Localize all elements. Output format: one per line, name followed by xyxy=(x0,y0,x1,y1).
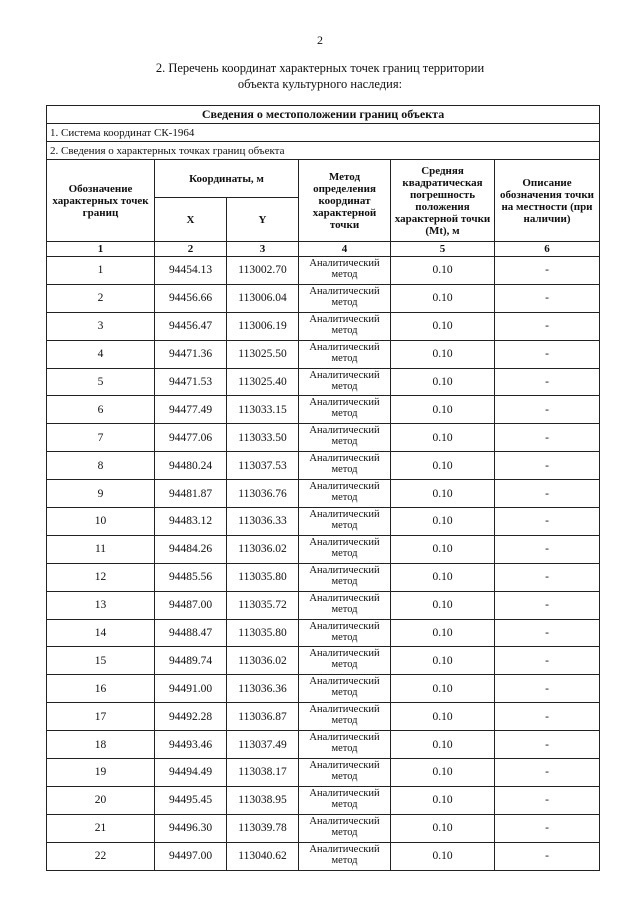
method-cell: Аналитический метод xyxy=(299,675,391,703)
x-coordinate-cell: 94471.53 xyxy=(155,368,227,396)
table-row xyxy=(47,396,600,424)
point-number-cell: 8 xyxy=(47,452,155,480)
description-cell: - xyxy=(495,563,600,591)
x-coordinate-cell: 94481.87 xyxy=(155,480,227,508)
description-cell: - xyxy=(495,703,600,731)
x-coordinate-cell: 94487.00 xyxy=(155,591,227,619)
method-cell: Аналитический метод xyxy=(299,508,391,536)
table-body xyxy=(47,257,600,871)
point-number-cell: 7 xyxy=(47,424,155,452)
col-number: 2 xyxy=(155,242,227,257)
point-number-cell: 10 xyxy=(47,508,155,536)
description-cell: - xyxy=(495,535,600,563)
col-header-coords: Координаты, м xyxy=(155,160,299,198)
x-coordinate-cell: 94489.74 xyxy=(155,647,227,675)
table-row xyxy=(47,647,600,675)
method-cell: Аналитический метод xyxy=(299,731,391,759)
table-row xyxy=(47,535,600,563)
description-cell: - xyxy=(495,647,600,675)
error-cell: 0.10 xyxy=(391,368,495,396)
method-cell: Аналитический метод xyxy=(299,703,391,731)
description-cell: - xyxy=(495,396,600,424)
method-cell: Аналитический метод xyxy=(299,368,391,396)
table-row xyxy=(47,786,600,814)
method-cell: Аналитический метод xyxy=(299,786,391,814)
title-line-2: объекта культурного наследия: xyxy=(237,77,403,91)
table-row xyxy=(47,675,600,703)
description-cell: - xyxy=(495,368,600,396)
description-cell: - xyxy=(495,508,600,536)
point-number-cell: 11 xyxy=(47,535,155,563)
col-number: 3 xyxy=(227,242,299,257)
method-cell: Аналитический метод xyxy=(299,647,391,675)
x-coordinate-cell: 94477.49 xyxy=(155,396,227,424)
point-number-cell: 1 xyxy=(47,257,155,285)
x-coordinate-cell: 94495.45 xyxy=(155,786,227,814)
y-coordinate-cell: 113006.19 xyxy=(227,312,299,340)
point-number-cell: 5 xyxy=(47,368,155,396)
x-coordinate-cell: 94488.47 xyxy=(155,619,227,647)
point-number-cell: 14 xyxy=(47,619,155,647)
point-number-cell: 20 xyxy=(47,786,155,814)
y-coordinate-cell: 113033.15 xyxy=(227,396,299,424)
y-coordinate-cell: 113035.80 xyxy=(227,619,299,647)
method-cell: Аналитический метод xyxy=(299,257,391,285)
col-number: 6 xyxy=(495,242,600,257)
y-coordinate-cell: 113035.72 xyxy=(227,591,299,619)
description-cell: - xyxy=(495,842,600,870)
error-cell: 0.10 xyxy=(391,424,495,452)
table-row xyxy=(47,424,600,452)
method-cell: Аналитический метод xyxy=(299,814,391,842)
error-cell: 0.10 xyxy=(391,786,495,814)
col-header-description: Описание обозначения точки на местности (при наличии) xyxy=(495,160,600,242)
table-row xyxy=(47,591,600,619)
description-cell: - xyxy=(495,312,600,340)
point-number-cell: 22 xyxy=(47,842,155,870)
table-row xyxy=(47,312,600,340)
error-cell: 0.10 xyxy=(391,284,495,312)
x-coordinate-cell: 94484.26 xyxy=(155,535,227,563)
x-coordinate-cell: 94491.00 xyxy=(155,675,227,703)
description-cell: - xyxy=(495,424,600,452)
table-row xyxy=(47,284,600,312)
col-header-x: X xyxy=(155,198,227,242)
x-coordinate-cell: 94493.46 xyxy=(155,731,227,759)
table-row xyxy=(47,257,600,285)
table-row xyxy=(47,842,600,870)
point-number-cell: 6 xyxy=(47,396,155,424)
point-number-cell: 2 xyxy=(47,284,155,312)
error-cell: 0.10 xyxy=(391,731,495,759)
table-row xyxy=(47,340,600,368)
description-cell: - xyxy=(495,619,600,647)
y-coordinate-cell: 113036.33 xyxy=(227,508,299,536)
method-cell: Аналитический метод xyxy=(299,619,391,647)
method-cell: Аналитический метод xyxy=(299,591,391,619)
page-number: 2 xyxy=(317,33,323,47)
point-number-cell: 9 xyxy=(47,480,155,508)
point-number-cell: 17 xyxy=(47,703,155,731)
description-cell: - xyxy=(495,591,600,619)
error-cell: 0.10 xyxy=(391,619,495,647)
method-cell: Аналитический метод xyxy=(299,340,391,368)
y-coordinate-cell: 113038.17 xyxy=(227,759,299,787)
point-number-cell: 19 xyxy=(47,759,155,787)
method-cell: Аналитический метод xyxy=(299,396,391,424)
error-cell: 0.10 xyxy=(391,703,495,731)
point-number-cell: 3 xyxy=(47,312,155,340)
y-coordinate-cell: 113025.40 xyxy=(227,368,299,396)
method-cell: Аналитический метод xyxy=(299,452,391,480)
col-number: 4 xyxy=(299,242,391,257)
x-coordinate-cell: 94480.24 xyxy=(155,452,227,480)
error-cell: 0.10 xyxy=(391,396,495,424)
error-cell: 0.10 xyxy=(391,535,495,563)
x-coordinate-cell: 94494.49 xyxy=(155,759,227,787)
error-cell: 0.10 xyxy=(391,759,495,787)
point-number-cell: 15 xyxy=(47,647,155,675)
error-cell: 0.10 xyxy=(391,591,495,619)
method-cell: Аналитический метод xyxy=(299,563,391,591)
document-title xyxy=(100,60,540,92)
title-line-1: 2. Перечень координат характерных точек границ территории xyxy=(155,61,485,75)
table-row xyxy=(47,814,600,842)
method-cell: Аналитический метод xyxy=(299,480,391,508)
description-cell: - xyxy=(495,759,600,787)
description-cell: - xyxy=(495,731,600,759)
y-coordinate-cell: 113038.95 xyxy=(227,786,299,814)
y-coordinate-cell: 113006.04 xyxy=(227,284,299,312)
method-cell: Аналитический метод xyxy=(299,535,391,563)
description-cell: - xyxy=(495,284,600,312)
point-number-cell: 18 xyxy=(47,731,155,759)
description-cell: - xyxy=(495,786,600,814)
y-coordinate-cell: 113025.50 xyxy=(227,340,299,368)
y-coordinate-cell: 113036.02 xyxy=(227,647,299,675)
error-cell: 0.10 xyxy=(391,563,495,591)
method-cell: Аналитический метод xyxy=(299,284,391,312)
x-coordinate-cell: 94454.13 xyxy=(155,257,227,285)
y-coordinate-cell: 113039.78 xyxy=(227,814,299,842)
x-coordinate-cell: 94456.66 xyxy=(155,284,227,312)
error-cell: 0.10 xyxy=(391,452,495,480)
error-cell: 0.10 xyxy=(391,480,495,508)
y-coordinate-cell: 113036.76 xyxy=(227,480,299,508)
error-cell: 0.10 xyxy=(391,675,495,703)
col-number: 5 xyxy=(391,242,495,257)
point-number-cell: 13 xyxy=(47,591,155,619)
table-row xyxy=(47,508,600,536)
x-coordinate-cell: 94496.30 xyxy=(155,814,227,842)
col-header-error: Средняя квадратическая погрешность положения характерной точки (Mt), м xyxy=(391,160,495,242)
error-cell: 0.10 xyxy=(391,842,495,870)
table-row xyxy=(47,619,600,647)
method-cell: Аналитический метод xyxy=(299,424,391,452)
error-cell: 0.10 xyxy=(391,312,495,340)
error-cell: 0.10 xyxy=(391,340,495,368)
col-header-method: Метод определения координат характерной точки xyxy=(299,160,391,242)
col-header-y: Y xyxy=(227,198,299,242)
table-row xyxy=(47,703,600,731)
y-coordinate-cell: 113002.70 xyxy=(227,257,299,285)
table-row xyxy=(47,368,600,396)
method-cell: Аналитический метод xyxy=(299,312,391,340)
table-row xyxy=(47,480,600,508)
description-cell: - xyxy=(495,675,600,703)
y-coordinate-cell: 113036.36 xyxy=(227,675,299,703)
point-number-cell: 21 xyxy=(47,814,155,842)
table-row xyxy=(47,452,600,480)
table-row xyxy=(47,759,600,787)
point-number-cell: 12 xyxy=(47,563,155,591)
description-cell: - xyxy=(495,814,600,842)
y-coordinate-cell: 113033.50 xyxy=(227,424,299,452)
x-coordinate-cell: 94477.06 xyxy=(155,424,227,452)
description-cell: - xyxy=(495,452,600,480)
x-coordinate-cell: 94471.36 xyxy=(155,340,227,368)
x-coordinate-cell: 94497.00 xyxy=(155,842,227,870)
x-coordinate-cell: 94483.12 xyxy=(155,508,227,536)
coordinates-table xyxy=(46,105,600,871)
point-number-cell: 4 xyxy=(47,340,155,368)
y-coordinate-cell: 113036.02 xyxy=(227,535,299,563)
point-number-cell: 16 xyxy=(47,675,155,703)
error-cell: 0.10 xyxy=(391,814,495,842)
description-cell: - xyxy=(495,340,600,368)
x-coordinate-cell: 94456.47 xyxy=(155,312,227,340)
description-cell: - xyxy=(495,257,600,285)
table-main-header: Сведения о местоположении границ объекта xyxy=(47,106,600,124)
table-row xyxy=(47,731,600,759)
points-info: 2. Сведения о характерных точках границ объекта xyxy=(47,142,600,160)
x-coordinate-cell: 94492.28 xyxy=(155,703,227,731)
method-cell: Аналитический метод xyxy=(299,842,391,870)
table-row xyxy=(47,563,600,591)
method-cell: Аналитический метод xyxy=(299,759,391,787)
col-header-point: Обозначение характерных точек границ xyxy=(47,160,155,242)
y-coordinate-cell: 113037.49 xyxy=(227,731,299,759)
coordinate-system: 1. Система координат СК-1964 xyxy=(47,124,600,142)
col-number: 1 xyxy=(47,242,155,257)
y-coordinate-cell: 113036.87 xyxy=(227,703,299,731)
error-cell: 0.10 xyxy=(391,647,495,675)
error-cell: 0.10 xyxy=(391,508,495,536)
y-coordinate-cell: 113035.80 xyxy=(227,563,299,591)
x-coordinate-cell: 94485.56 xyxy=(155,563,227,591)
error-cell: 0.10 xyxy=(391,257,495,285)
description-cell: - xyxy=(495,480,600,508)
y-coordinate-cell: 113040.62 xyxy=(227,842,299,870)
y-coordinate-cell: 113037.53 xyxy=(227,452,299,480)
